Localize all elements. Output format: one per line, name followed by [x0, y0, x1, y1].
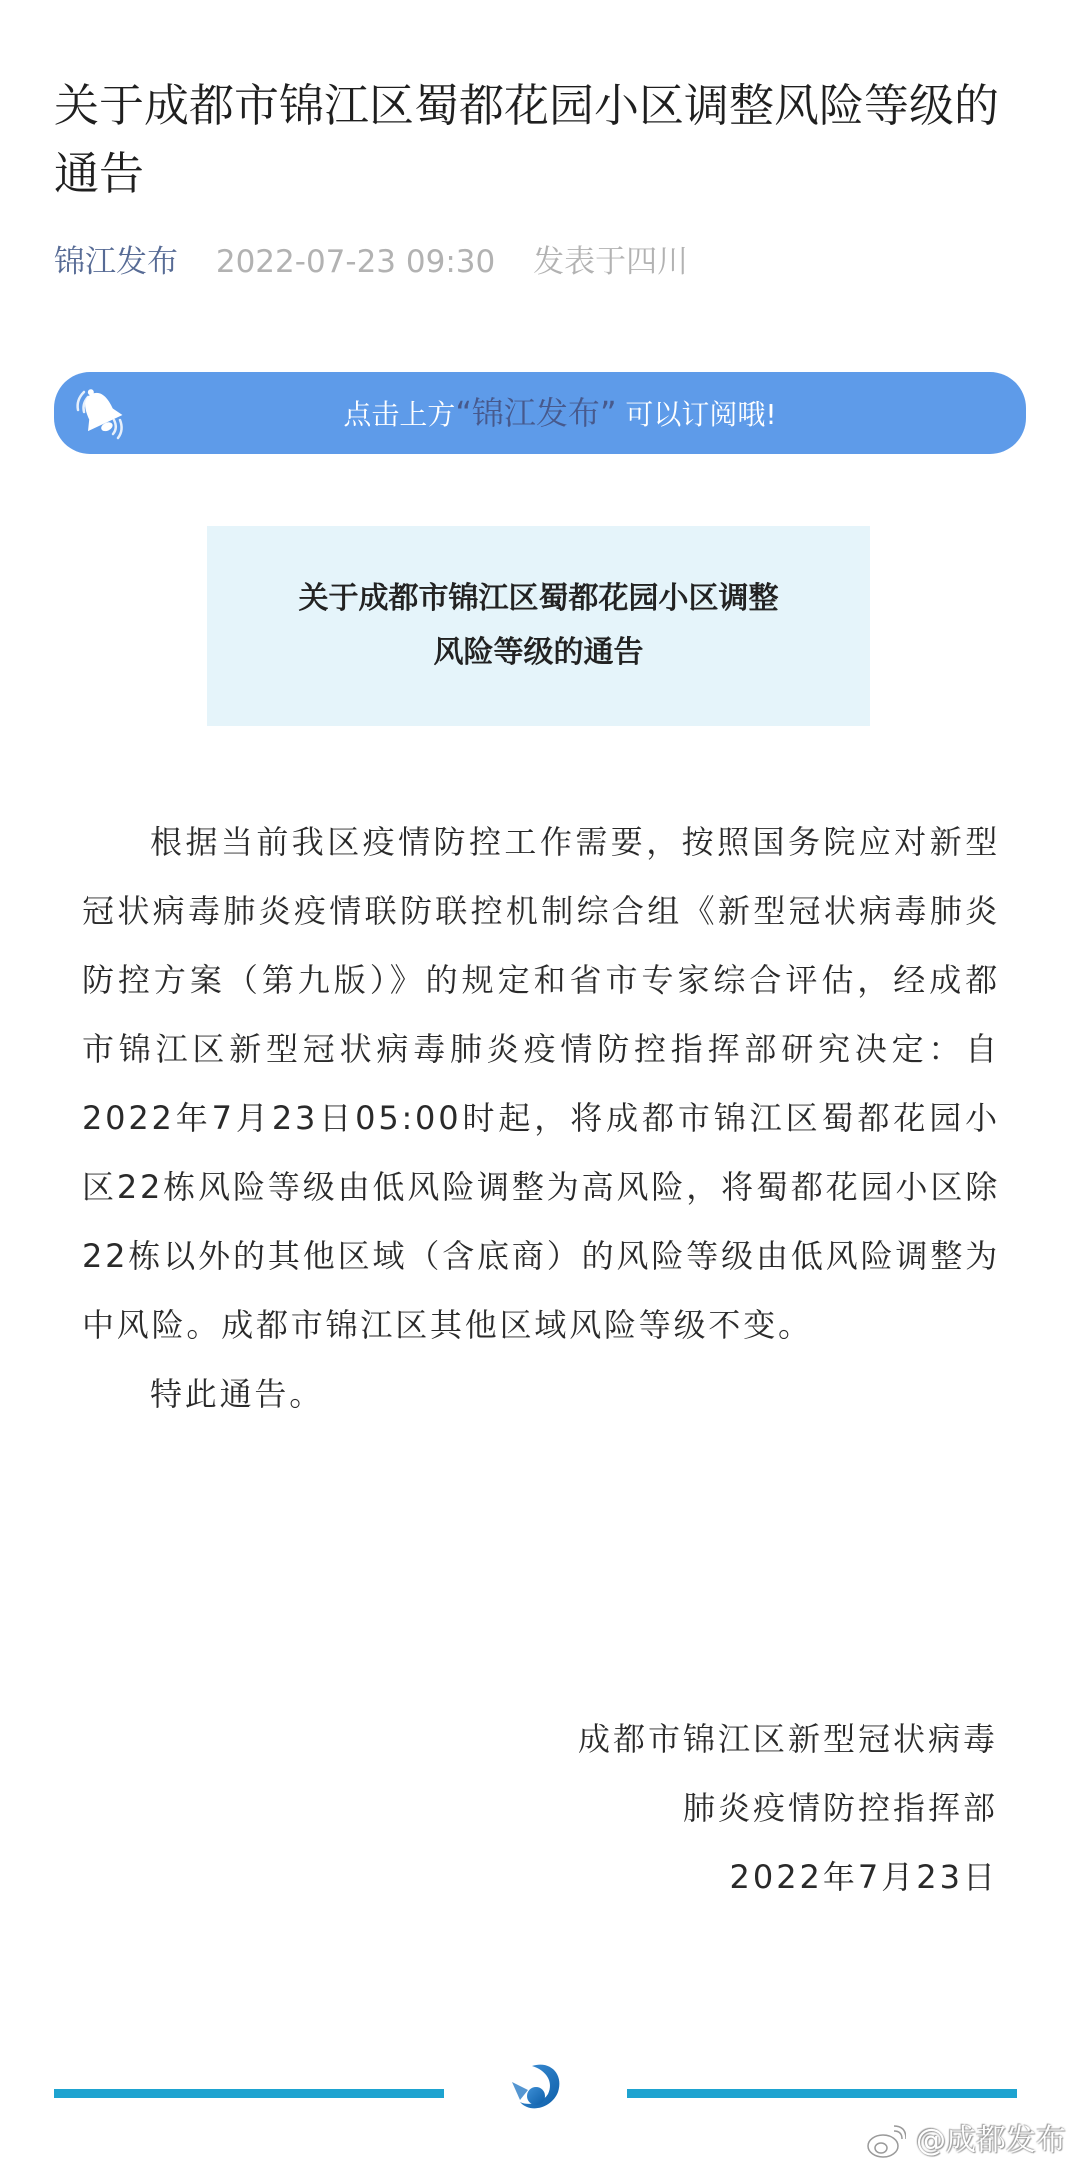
notice-subtitle: 关于成都市锦江区蜀都花园小区调整 风险等级的通告: [298, 581, 779, 670]
notice-subtitle-box: [207, 526, 870, 726]
subscribe-account-name: 锦江发布: [471, 394, 600, 432]
signature-block: [578, 1705, 998, 1912]
article-title: 关于成都市锦江区蜀都花园小区调整风险等级的通告: [54, 79, 1000, 200]
publish-location: 发表于四川: [533, 244, 689, 280]
signature-date: 2022年7月23日: [729, 1858, 998, 1896]
signature-org-line1: 成都市锦江区新型冠状病毒: [577, 1720, 998, 1758]
article-meta: [54, 240, 688, 284]
footer-divider-right: [627, 2089, 1017, 2098]
footer-divider-left: [54, 2089, 444, 2098]
subscribe-text: 点击上方“锦江发布” 可以订阅哦!: [343, 394, 777, 432]
article-body: [82, 808, 1000, 1429]
subscribe-banner[interactable]: [54, 372, 1026, 454]
jinjiang-logo-icon: [506, 2060, 570, 2116]
signature-org-line2: 肺炎疫情防控指挥部: [682, 1789, 998, 1827]
weibo-watermark: @成都发布: [866, 2115, 1066, 2159]
author-link[interactable]: 锦江发布: [54, 244, 178, 280]
publish-time: 2022-07-23 09:30: [215, 244, 496, 280]
weibo-icon: [866, 2125, 906, 2159]
body-closing: 特此通告。: [150, 1375, 325, 1413]
body-paragraph: 根据当前我区疫情防控工作需要，按照国务院应对新型冠状病毒肺炎疫情联防联控机制综合组《新型冠状病毒肺炎防控方案（第九版）》的规定和省市专家综合评估，经成都市锦江区新型冠状病毒肺炎疫情防控指挥部研究决定：自2022年7月23日05:00时起，将成都市锦江区蜀都花园小区22栋风险等级由低风险调整为高风险，将蜀都花园小区除22栋以外的其他区域（含底商）的风险等级由低风险调整为中风险。成都市锦江区其他区域风险等级不变。: [82, 823, 1000, 1344]
